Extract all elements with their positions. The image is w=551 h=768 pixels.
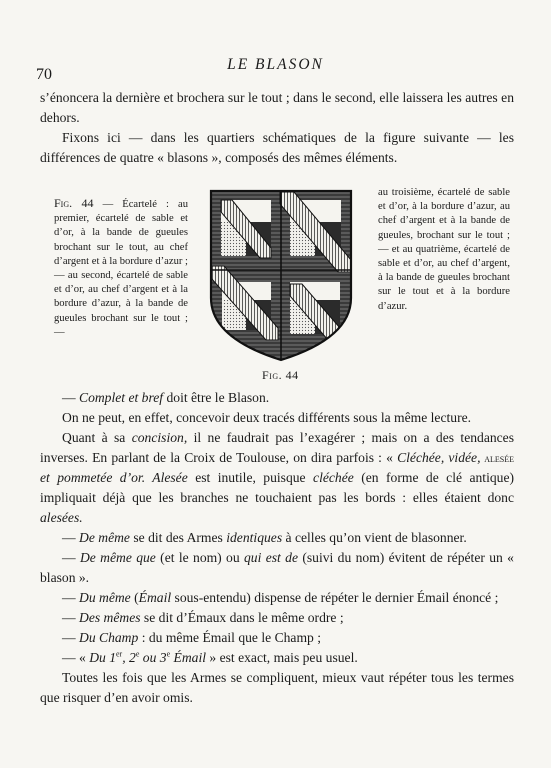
emphasis: Complet et bref [79,390,164,405]
paragraph-complet-bref [40,388,514,408]
quarter-first [221,200,271,258]
emphasis: Du Champ [79,630,139,645]
paragraph-concision [40,428,514,528]
superscript: e [166,649,171,659]
emphasis: ou 3 [139,650,167,665]
page-number: 70 [36,66,52,83]
text-run: se dit d’Émaux dans le même ordre ; [140,610,344,625]
text-run: se dit des Armes [129,530,227,545]
emphasis: identiques [226,530,283,545]
paragraph-fixons: Fixons ici — dans les quartiers schématiques de la figure suivante — les différences de quatre « blasons », composés des mêmes éléments. [40,130,514,165]
text-run: est inutile, puisque [187,470,314,485]
emphasis: De même [79,530,130,545]
text-run: — [62,550,80,565]
text-run: (suivi du nom) évitent de répéter un « blason ». [40,550,514,585]
text-run: — [62,590,79,605]
text-run: sous-entendu) dispense de répéter le dernier Émail énoncé ; [171,590,499,605]
paragraph-lecture: On ne peut, en effet, concevoir deux tracés différents sous la même lecture. [62,410,472,425]
shield-illustration [208,188,354,362]
paragraph-du-premier [40,648,514,668]
figure-label: Fig. 44 [262,368,299,382]
text-run: Quant à sa [62,430,132,445]
text-run: — [62,610,79,625]
text-run: doit être le Blason. [163,390,270,405]
paragraph-du-champ [40,628,514,648]
figure-caption-right: au troisième, écartelé de sable et d’or, à la bordure d’azur, au chef d’argent et à la bande de gueules, brochant sur le tout ; — et au quatrième, écartelé de sable et d’or, au chef d’argent, à la bande de gueules brochant sur le tout et à la bordure d’azur. [378,187,510,312]
figure-caption-label: Fig. 44 [54,196,94,210]
emphasis: concision, [131,430,188,445]
emphasis: qui est de [244,550,298,565]
paragraph-des-memes [40,608,514,628]
text-run: ( [130,590,139,605]
text-run: — [62,390,79,405]
body-text [40,388,514,708]
emphasis: alesées. [40,510,83,525]
text-run: (en forme de clé antique) impliquait déjà que les branches ne touchaient pas les bords : elles étaient donc [40,470,515,505]
paragraph-du-meme [40,588,514,608]
text-run: — « [62,650,90,665]
emphasis: De même que [79,550,156,565]
emphasis: , 2 [122,650,136,665]
figure-caption-left-text: — Écartelé : au premier, écartelé de sable et d’or, à la bande de gueules brochant sur le tout, au chef d’argent et à la bordure d’azur ; — au second, écartelé de sable et d’or, au chef d’argent et à la bordure d’azur, à la bande de gueules brochant sur le tout ; — [54,199,188,338]
superscript: e [135,649,140,659]
text-run: » est exact, mais peu usuel. [206,650,358,665]
emphasis: cléchée [313,470,354,485]
text-run: (et le nom) ou [155,550,244,565]
emphasis: Émail [170,650,206,665]
emphasis: et pommetée d’or. Alesée [40,470,188,485]
quarter-fourth [290,282,340,340]
paragraph-continuation: s’énoncera la dernière et brochera sur le tout ; dans le second, elle laissera les autres en dehors. [40,90,514,125]
figure-caption-left [54,196,188,340]
emphasis: Émail [138,590,172,605]
paragraph-toutes-les-fois: Toutes les fois que les Armes se compliquent, mieux vaut répéter tous les termes que risquer d’en avoir omis. [40,670,514,705]
small-caps-run: alesée [480,451,514,465]
emphasis: Du même [79,590,131,605]
text-run: — [62,530,79,545]
emphasis: Cléchée, vidée, [397,450,481,465]
emphasis: Des mêmes [79,610,141,625]
emphasis: Du 1 [89,650,116,665]
text-run: il ne faudrait pas l’exagérer ; mais on a des tendances inverses. En parlant de la Croix de Toulouse, on dira parfois : « [40,430,515,465]
paragraph-de-meme-que [40,548,514,588]
text-run: : du même Émail que le Champ ; [138,630,322,645]
running-title: LE BLASON [227,56,324,73]
paragraph-de-meme [40,528,514,548]
superscript: er [116,649,123,659]
text-run: à celles qu’on vient de blasonner. [282,530,467,545]
text-run: — [62,630,79,645]
